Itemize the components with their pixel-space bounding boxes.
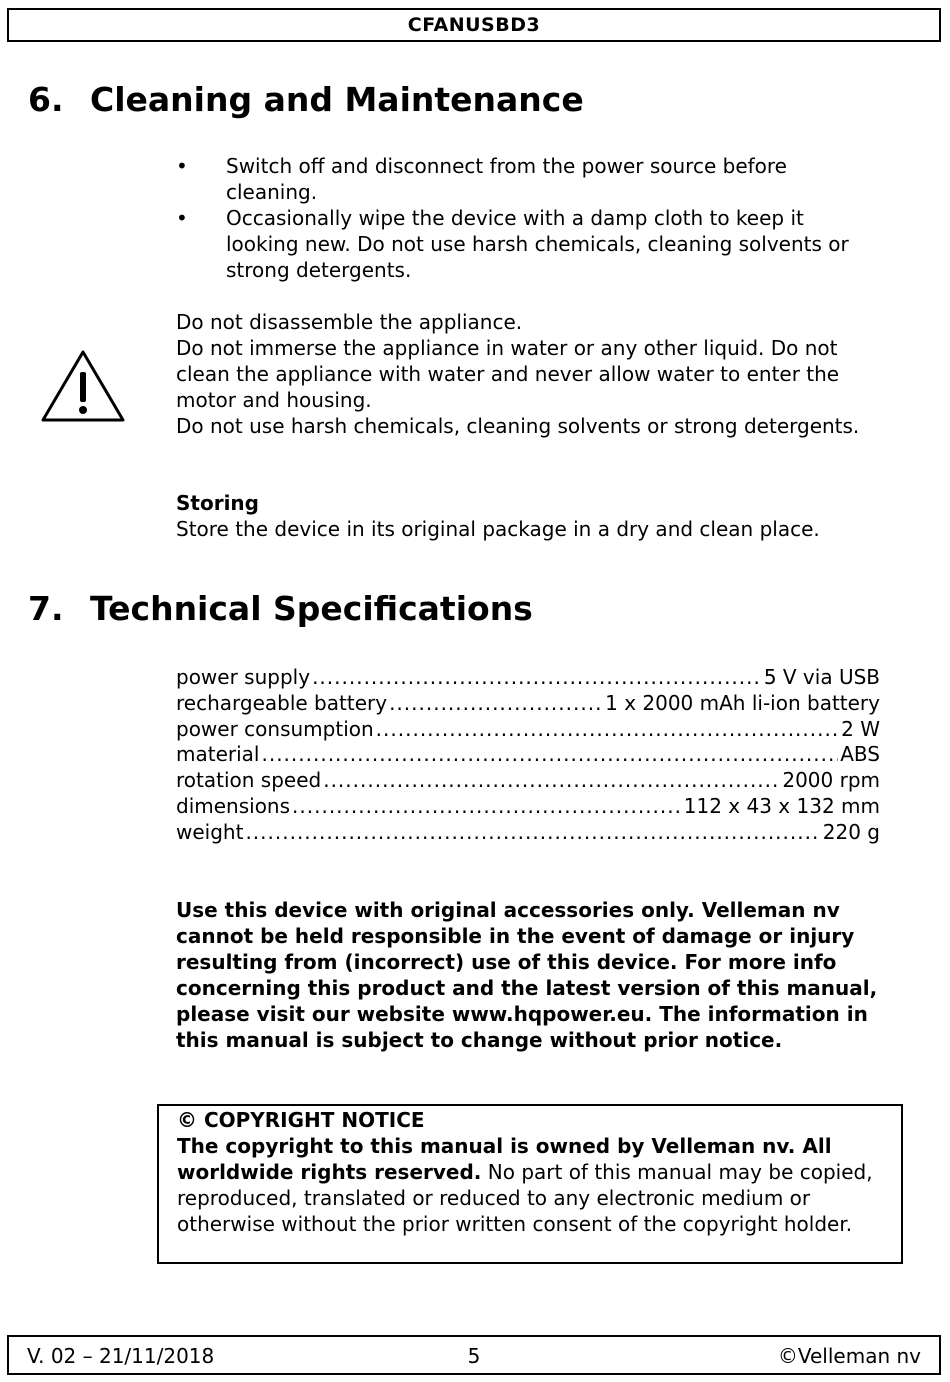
page-number: 5 (467, 1344, 481, 1368)
warning-triangle-icon (40, 348, 126, 424)
section-7-title: Technical Specifications (90, 589, 533, 628)
spec-value: ABS (840, 742, 880, 767)
model-name: CFANUSBD3 (407, 14, 541, 36)
section-6-number: 6. (28, 80, 64, 119)
bullet-text: Switch off and disconnect from the power source before cleaning. (226, 154, 787, 204)
copyright-notice (157, 1104, 903, 1264)
list-item (176, 205, 876, 283)
storing-block (176, 490, 876, 542)
warning-text: Do not immerse the appliance in water or any other liquid. Do not clean the appliance with water and never allow water to enter the motor and housing. (176, 336, 840, 412)
copyright-owner: ©Velleman nv (777, 1344, 921, 1368)
spec-label: material (176, 742, 260, 767)
leader-dots (312, 665, 762, 691)
spec-value: 220 g (822, 819, 880, 844)
spec-value: 2 W (841, 716, 880, 741)
warning-text: Do not use harsh chemicals, cleaning solvents or strong detergents. (176, 414, 860, 438)
spec-label: power consumption (176, 716, 374, 741)
copyright-bold-text: The copyright to this manual is owned by Velleman nv. All worldwide rights reserved. (177, 1134, 832, 1184)
spec-list (176, 665, 880, 846)
version-date: V. 02 – 21/11/2018 (27, 1344, 215, 1368)
copyright-title: © COPYRIGHT NOTICE (177, 1108, 425, 1132)
spec-label: rechargeable battery (176, 690, 388, 715)
spec-value: 1 x 2000 mAh li-ion battery (605, 690, 880, 715)
spec-row (176, 742, 880, 768)
copyright-text: No part of this manual may be copied, reproduced, translated or reduced to any electronic medium or otherwise without the prior written consent of the copyright holder. (177, 1160, 873, 1236)
leader-dots (292, 794, 682, 820)
section-7-number: 7. (28, 589, 64, 628)
leader-dots (376, 717, 839, 743)
section-6-title: Cleaning and Maintenance (90, 80, 584, 119)
warning-text: Do not disassemble the appliance. (176, 310, 523, 334)
page-header (7, 8, 941, 42)
spec-label: dimensions (176, 793, 291, 818)
leader-dots (261, 742, 838, 768)
spec-row (176, 691, 880, 717)
spec-value: 112 x 43 x 132 mm (683, 793, 880, 818)
cleaning-bullet-list (176, 153, 876, 283)
spec-value: 2000 rpm (782, 768, 880, 793)
storing-text: Store the device in its original package in a dry and clean place. (176, 517, 820, 541)
bullet-text: Occasionally wipe the device with a damp cloth to keep it looking new. Do not use harsh chemicals, cleaning solvents or strong detergents. (226, 206, 849, 282)
list-item (176, 153, 876, 205)
spec-row (176, 820, 880, 846)
bullet-symbol: • (176, 154, 188, 178)
spec-value: 5 V via USB (763, 665, 880, 689)
spec-row (176, 717, 880, 743)
spec-row (176, 794, 880, 820)
leader-dots (245, 820, 820, 846)
leader-dots (323, 768, 780, 794)
warning-block (176, 309, 876, 439)
disclaimer-text: Use this device with original accessories only. Velleman nv cannot be held responsible in the event of damage or injury resulting from (incorrect) use of this device. For more info concerning this product and the latest version of this manual, please visit our website www.hqpower.eu. The information in this manual is subject to change without prior notice. (176, 898, 878, 1052)
bullet-symbol: • (176, 206, 188, 230)
spec-label: rotation speed (176, 768, 322, 793)
section-6-heading (28, 80, 584, 120)
section-7-heading (28, 589, 533, 629)
spec-row (176, 665, 880, 691)
spec-label: power supply (176, 665, 311, 689)
spec-label: weight (176, 819, 244, 844)
storing-title: Storing (176, 491, 259, 515)
page-footer (7, 1335, 941, 1375)
leader-dots (389, 691, 603, 717)
copyright-body (177, 1133, 883, 1237)
spec-row (176, 768, 880, 794)
